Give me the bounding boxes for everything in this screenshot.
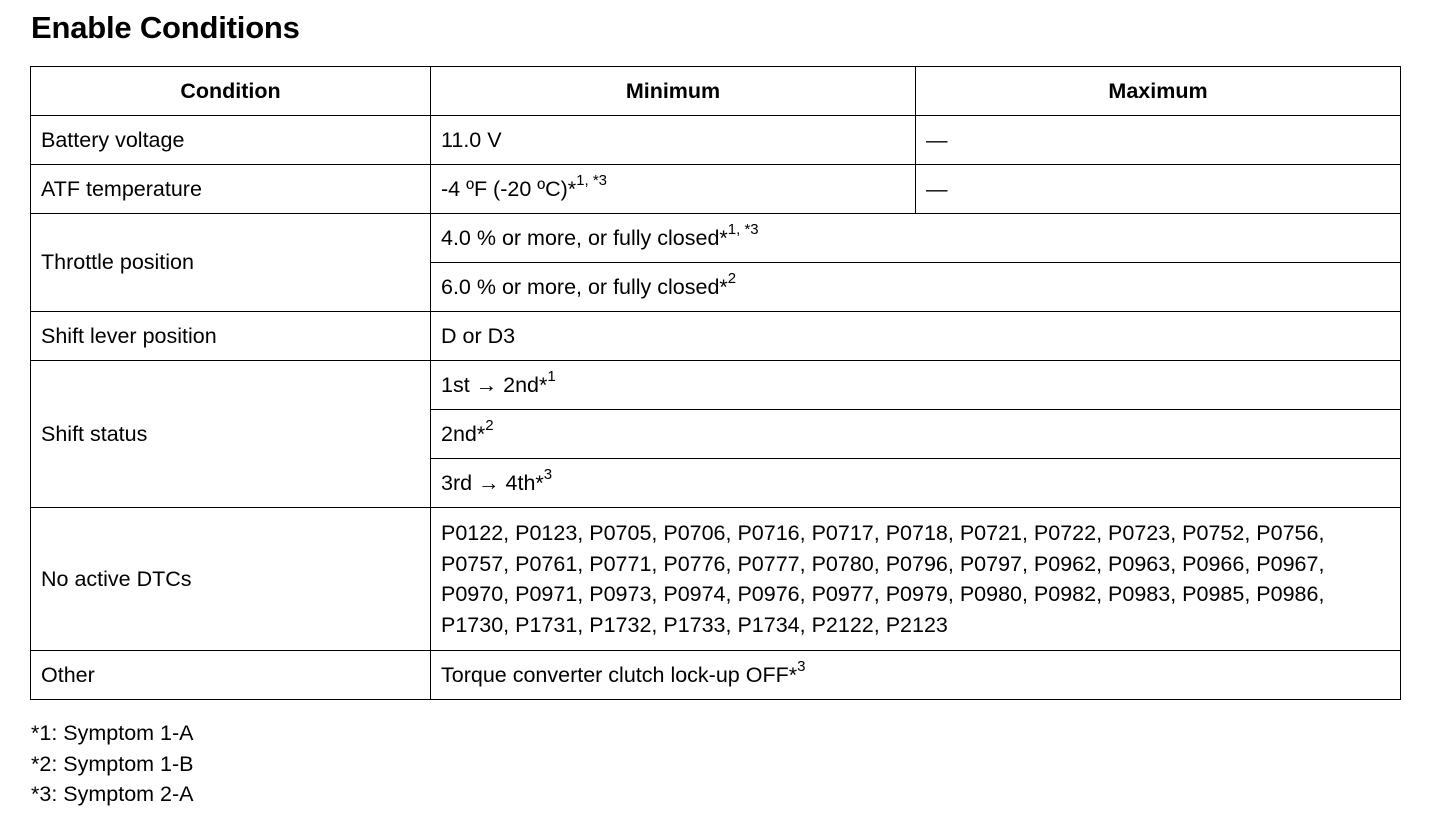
header-condition: Condition xyxy=(31,67,431,116)
maximum-value: — xyxy=(916,116,1401,165)
minimum-text: -4 ºF (-20 ºC)* xyxy=(441,176,577,201)
value-text: Torque converter clutch lock-up OFF* xyxy=(441,662,798,687)
maximum-value: — xyxy=(916,165,1401,214)
condition-label: Shift status xyxy=(31,361,431,508)
table-row-no-active-dtcs xyxy=(31,508,1401,651)
footnote-ref: 3 xyxy=(797,658,806,676)
value-text: 1st → 2nd* xyxy=(441,372,548,397)
value-text: 2nd* xyxy=(441,421,486,446)
value-text: 6.0 % or more, or fully closed* xyxy=(441,274,728,299)
table-row-shift-status xyxy=(31,361,1401,410)
table-row-shift-lever-position xyxy=(31,312,1401,361)
enable-conditions-table xyxy=(30,66,1401,700)
condition-value: D or D3 xyxy=(431,312,1401,361)
table-row-battery-voltage xyxy=(31,116,1401,165)
table-row-throttle-position xyxy=(31,214,1401,263)
condition-value xyxy=(431,361,1401,410)
table-row-other xyxy=(31,651,1401,700)
condition-value xyxy=(431,214,1401,263)
table-header-row xyxy=(31,67,1401,116)
condition-label: Throttle position xyxy=(31,214,431,312)
condition-label: Battery voltage xyxy=(31,116,431,165)
footnotes xyxy=(31,718,194,810)
minimum-value xyxy=(431,165,916,214)
minimum-value: 11.0 V xyxy=(431,116,916,165)
footnote-ref: 1, *3 xyxy=(727,221,759,239)
footnote-ref: 1, *3 xyxy=(576,172,608,190)
condition-label: No active DTCs xyxy=(31,508,431,651)
table-row-atf-temperature xyxy=(31,165,1401,214)
condition-value xyxy=(431,651,1401,700)
footnote-item: *3: Symptom 2-A xyxy=(31,782,194,806)
condition-value xyxy=(431,459,1401,508)
condition-label: ATF temperature xyxy=(31,165,431,214)
value-text: 4.0 % or more, or fully closed* xyxy=(441,225,728,250)
footnote-item: *2: Symptom 1-B xyxy=(31,751,194,776)
page-title: Enable Conditions xyxy=(31,10,300,45)
header-minimum: Minimum xyxy=(431,67,916,116)
footnote-ref: 2 xyxy=(485,417,494,435)
condition-value xyxy=(431,263,1401,312)
dtc-list: P0122, P0123, P0705, P0706, P0716, P0717, P0718, P0721, P0722, P0723, P0752, P0756, P0757, P0761, P0771, P0776, P0777, P0780, P0796, P0797, P0962, P0963, P0966, P0967, P0970, P0971, P0973, P0974, P0976, P0977, P0979, P0980, P0982, P0983, P0985, P0986, P1730, P1731, P1732, P1733, P1734, P2122, P2123 xyxy=(431,508,1401,651)
footnote-ref: 3 xyxy=(543,466,553,484)
condition-value xyxy=(431,410,1401,459)
footnote-ref: 2 xyxy=(727,270,737,288)
footnote-item: *1: Symptom 1-A xyxy=(31,721,194,745)
value-text: 3rd → 4th* xyxy=(441,470,544,495)
condition-label: Other xyxy=(31,651,431,700)
condition-label: Shift lever position xyxy=(31,312,431,361)
footnote-ref: 1 xyxy=(547,368,556,386)
header-maximum: Maximum xyxy=(916,67,1401,116)
